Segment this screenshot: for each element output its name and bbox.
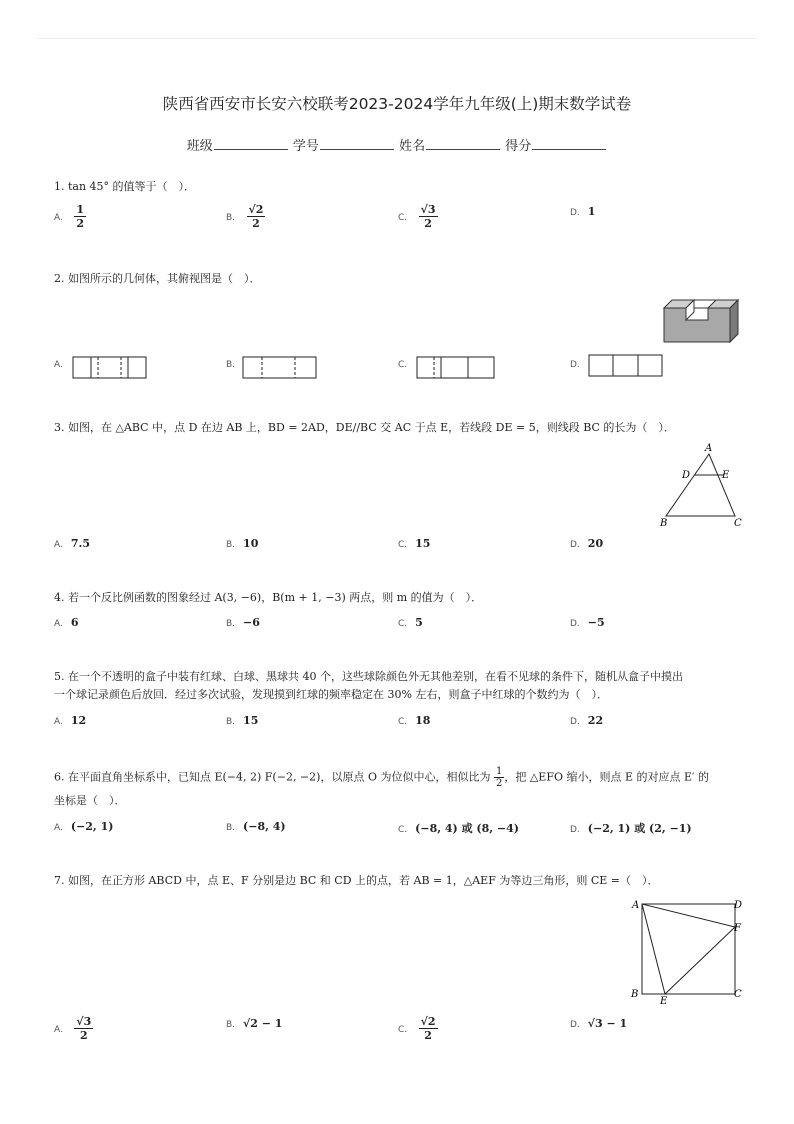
q3-label-e: E: [722, 470, 730, 481]
q1-option-b: B. $\frac{√2}{2}$: [226, 203, 264, 230]
q7-option-d: D. √3 − 1: [570, 1017, 628, 1030]
q3-label-d: D: [682, 470, 691, 481]
top-rule: [36, 38, 758, 39]
q7-option-c: C. $\frac{√2}{2}$: [398, 1015, 436, 1042]
score-blank[interactable]: [532, 137, 606, 150]
q7-label-e: E: [660, 996, 668, 1007]
q2-option-c-label: C.: [398, 360, 408, 370]
info-label-score: 得分: [505, 139, 532, 154]
q4-option-a: A. 6: [54, 616, 79, 629]
q2-option-d-view: [588, 354, 664, 378]
q3-triangle-figure: [652, 440, 752, 530]
q3-label-b: B: [660, 518, 668, 529]
q6-option-d: D. (−2, 1) 或 (2, −1): [570, 822, 692, 835]
q5-option-a: A. 12: [54, 714, 87, 727]
question-5-stem-line2: 一个球记录颜色后放回．经过多次试验，发现摸到红球的频率稳定在 30% 左右，则盒子中红球的个数约为（ ）．: [54, 688, 608, 701]
q3-option-c: C. 15: [398, 537, 431, 550]
q2-option-a-view: [72, 356, 148, 380]
question-2-stem: 2. 如图所示的几何体，其俯视图是（ ）．: [54, 272, 261, 285]
name-blank[interactable]: [426, 137, 500, 150]
q5-option-d: D. 22: [570, 714, 604, 727]
page-title: 陕西省西安市长安六校联考2023-2024学年九年级(上)期末数学试卷: [162, 95, 632, 113]
q4-option-c: C. 5: [398, 616, 423, 629]
q2-option-c-view: [416, 356, 496, 380]
q7-label-f: F: [734, 923, 741, 934]
q7-label-a: A: [632, 900, 640, 911]
q7-label-d: D: [734, 900, 743, 911]
q6-option-a: A. (−2, 1): [54, 820, 114, 833]
q7-label-b: B: [631, 989, 639, 1000]
q4-option-d: D. −5: [570, 616, 605, 629]
id-blank[interactable]: [320, 137, 394, 150]
q7-square-figure: [628, 895, 748, 1007]
info-label-class: 班级: [186, 139, 213, 154]
question-5-stem-line1: 5. 在一个不透明的盒子中装有红球、白球、黑球共 40 个，这些球除颜色外无其他差别，在看不见球的条件下，随机从盒子中摸出: [54, 670, 683, 683]
question-7-stem: 7. 如图，在正方形 ABCD 中，点 E、F 分别是边 BC 和 CD 上的点，若 AB = 1，△AEF 为等边三角形，则 CE =（ ）．: [54, 874, 659, 887]
question-4-stem: 4. 若一个反比例函数的图象经过 A(3, −6)，B(m + 1, −3) 两点，则 m 的值为（ ）．: [54, 591, 483, 604]
q2-option-b-label: B.: [226, 360, 236, 370]
q2-option-a-label: A.: [54, 360, 63, 370]
question-6-stem-line2: 坐标是（ ）．: [54, 794, 126, 807]
q2-solid-figure: [660, 296, 742, 346]
q2-option-d-label: D.: [570, 360, 580, 370]
q2-option-b-view: [242, 356, 318, 380]
q5-option-b: B. 15: [226, 714, 259, 727]
q3-option-d: D. 20: [570, 537, 604, 550]
q1-option-a: A. $\frac{1}{2}$: [54, 203, 85, 230]
info-label-id: 学号: [292, 139, 319, 154]
q3-option-b: B. 10: [226, 537, 259, 550]
q7-option-a: A. $\frac{√3}{2}$: [54, 1015, 92, 1042]
info-label-name: 姓名: [399, 139, 426, 154]
question-3-stem: 3. 如图，在 △ABC 中，点 D 在边 AB 上，BD = 2AD，DE//BC 交 AC 于点 E，若线段 DE = 5，则线段 BC 的长为（ ）．: [54, 421, 675, 434]
question-6-stem-line1: 6. 在平面直角坐标系中，已知点 E(−4, 2) F(−2, −2)，以原点 O 为位似中心，相似比为 $\frac{1}{2}$ ，把 △EFO 缩小，则点 E 的对应点 E′ 的: [54, 766, 710, 789]
q4-option-b: B. −6: [226, 616, 260, 629]
q3-label-c: C: [734, 518, 742, 529]
class-blank[interactable]: [214, 137, 288, 150]
question-1-stem: 1. tan 45° 的值等于（ ）．: [54, 180, 196, 193]
q3-label-a: A: [705, 443, 713, 454]
q1-option-d: D. 1: [570, 205, 596, 218]
q1-option-c: C. $\frac{√3}{2}$: [398, 203, 436, 230]
q6-option-b: B. (−8, 4): [226, 820, 286, 833]
q7-label-c: C: [734, 989, 742, 1000]
student-info-line: [0, 135, 794, 154]
q7-option-b: B. √2 − 1: [226, 1017, 283, 1030]
q5-option-c: C. 18: [398, 714, 431, 727]
q3-option-a: A. 7.5: [54, 537, 90, 550]
q6-option-c: C. (−8, 4) 或 (8, −4): [398, 822, 520, 835]
